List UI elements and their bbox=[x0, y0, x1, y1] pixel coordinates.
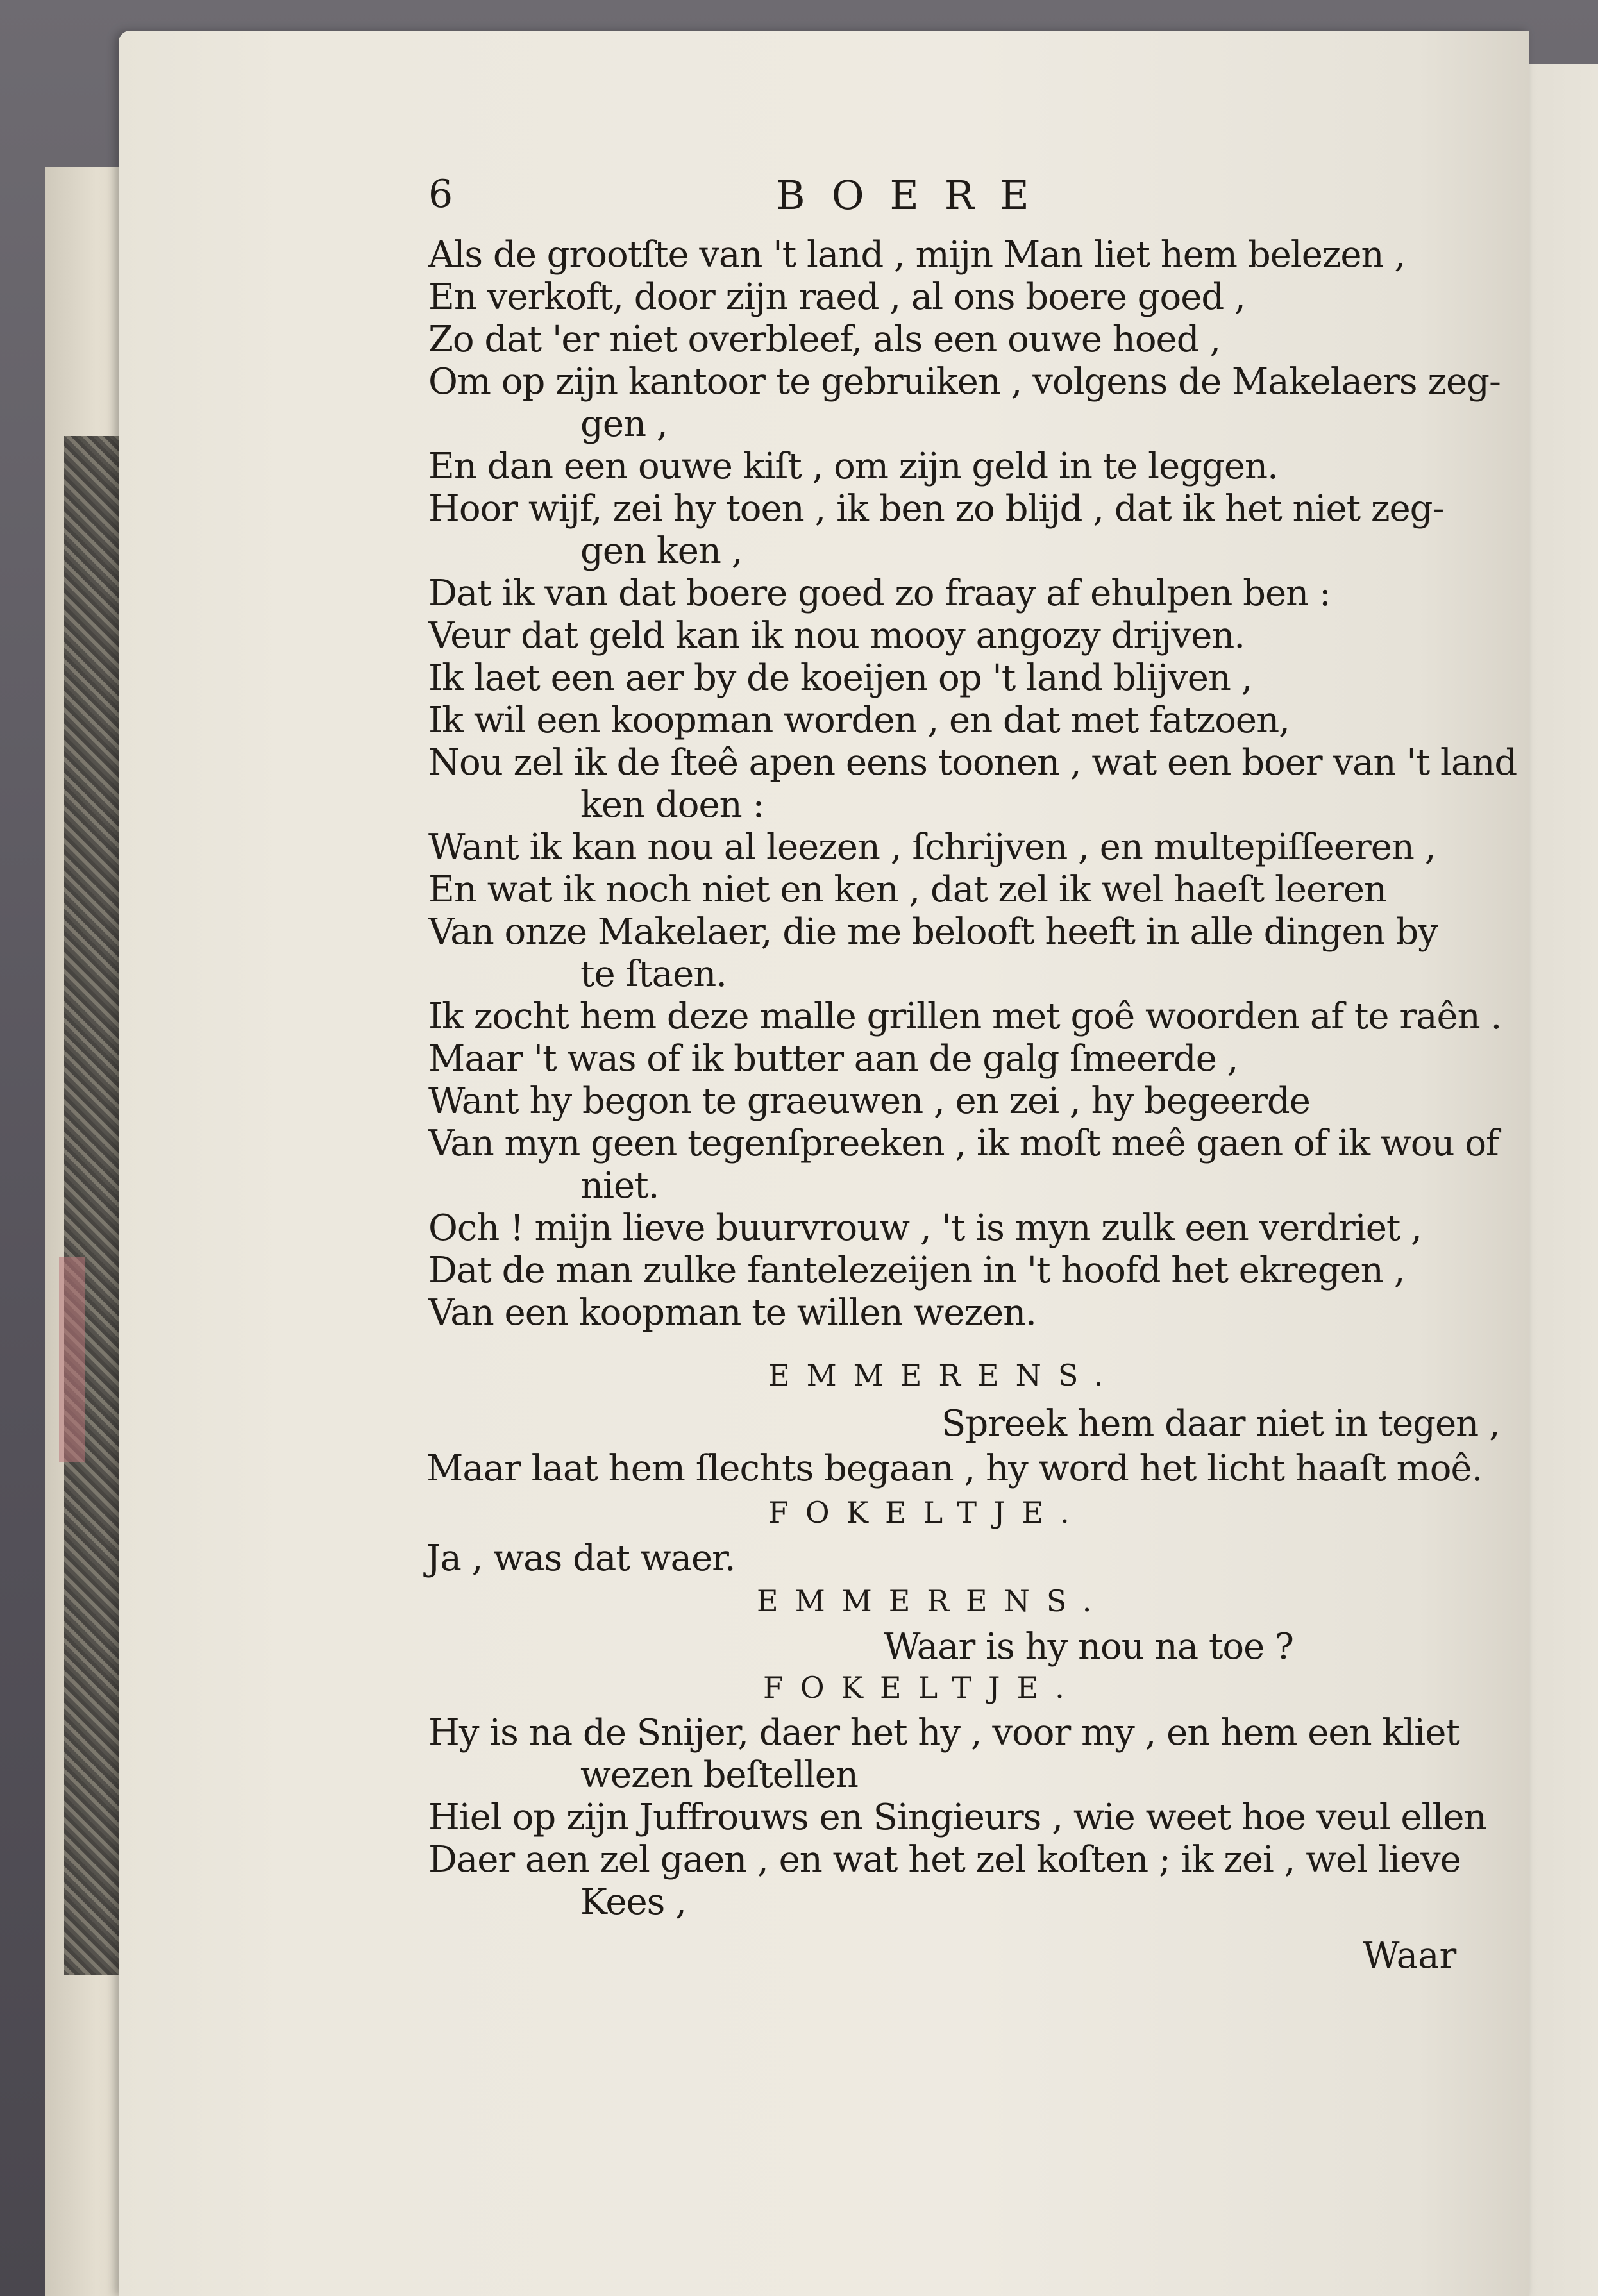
verse-line: Zo dat 'er niet overbleef, als een ouwe hoed , bbox=[428, 319, 1221, 360]
verse-line-spreek: Spreek hem daar niet in tegen , bbox=[941, 1403, 1500, 1445]
verse-line: Dat ik van dat boere goed zo fraay af ehulpen ben : bbox=[428, 573, 1331, 614]
verse-line: Daer aen zel gaen , en wat het zel koſten ; ik zei , wel lieve bbox=[428, 1839, 1461, 1881]
verse-line-maar: Maar laat hem ſlechts begaan , hy word het licht haaſt moê. bbox=[426, 1448, 1483, 1489]
speaker-fokeltje-2: FOKELTJE. bbox=[763, 1670, 1081, 1705]
speaker-fokeltje: FOKELTJE. bbox=[768, 1495, 1086, 1530]
verse-line: Maar 't was of ik butter aan de galg ſmeerde , bbox=[428, 1038, 1238, 1080]
verse-line: Ik wil een koopman worden , en dat met fatzoen, bbox=[428, 700, 1290, 741]
catchword: Waar bbox=[1363, 1935, 1457, 1977]
verse-line: Kees , bbox=[580, 1881, 686, 1923]
verse-line: Hiel op zijn Juffrouws en Singieurs , wie weet hoe veul ellen bbox=[428, 1797, 1486, 1838]
verse-line: Och ! mijn lieve buurvrouw , 't is myn zulk een verdriet , bbox=[428, 1207, 1422, 1249]
verse-line: niet. bbox=[580, 1165, 659, 1207]
verse-line: Want hy begon te graeuwen , en zei , hy begeerde bbox=[428, 1080, 1310, 1122]
verse-line: te ſtaen. bbox=[580, 953, 727, 995]
verse-line-ja: Ja , was dat waer. bbox=[426, 1538, 736, 1579]
verse-line: En wat ik noch niet en ken , dat zel ik wel haeſt leeren bbox=[428, 869, 1387, 910]
verse-line: Van onze Makelaer, die me belooft heeft in alle dingen by bbox=[428, 911, 1438, 953]
verse-line: Hy is na de Snijer, daer het hy , voor my , en hem een kliet bbox=[428, 1712, 1459, 1754]
verse-line: Veur dat geld kan ik nou mooy angozy drijven. bbox=[428, 615, 1245, 657]
verse-line: Van een koopman te willen wezen. bbox=[428, 1292, 1036, 1334]
verse-line: Om op zijn kantoor te gebruiken , volgens de Makelaers zeg- bbox=[428, 361, 1501, 403]
verse-line: En verkoft, door zijn raed , al ons boere goed , bbox=[428, 276, 1245, 318]
page-number: 6 bbox=[428, 172, 453, 217]
verse-line: gen , bbox=[580, 403, 668, 445]
verse-line: Ik zocht hem deze malle grillen met goê woorden af te raên . bbox=[428, 996, 1502, 1037]
verse-line-waar: Waar is hy nou na toe ? bbox=[884, 1626, 1294, 1668]
verse-line: Ik laet een aer by de koeijen op 't land blijven , bbox=[428, 657, 1252, 699]
verse-line: wezen beſtellen bbox=[580, 1754, 858, 1796]
verse-line: gen ken , bbox=[580, 530, 743, 572]
verse-line: Want ik kan nou al leezen , ſchrijven , en multepiſſeeren , bbox=[428, 826, 1436, 868]
verse-line: ken doen : bbox=[580, 784, 764, 826]
binding-stain bbox=[59, 1257, 85, 1462]
verse-line: Nou zel ik de ſteê apen eens toonen , wat een boer van 't land bbox=[428, 742, 1517, 783]
speaker-emmerens-2: EMMERENS. bbox=[757, 1584, 1109, 1618]
verse-line: Dat de man zulke fantelezeijen in 't hoofd het ekregen , bbox=[428, 1250, 1405, 1291]
speaker-emmerens: EMMERENS. bbox=[768, 1358, 1120, 1393]
verse-line: Van myn geen tegenſpreeken , ik moſt meê gaen of ik wou of bbox=[428, 1123, 1499, 1164]
verse-line: Hoor wijf, zei hy toen , ik ben zo blijd , dat ik het niet zeg- bbox=[428, 488, 1444, 530]
verse-line: Als de grootſte van 't land , mijn Man liet hem belezen , bbox=[428, 234, 1406, 276]
verse-line: En dan een ouwe kiſt , om zijn geld in te leggen. bbox=[428, 446, 1278, 487]
marbled-binding bbox=[64, 436, 121, 1975]
running-title: BOERE bbox=[776, 172, 1055, 219]
